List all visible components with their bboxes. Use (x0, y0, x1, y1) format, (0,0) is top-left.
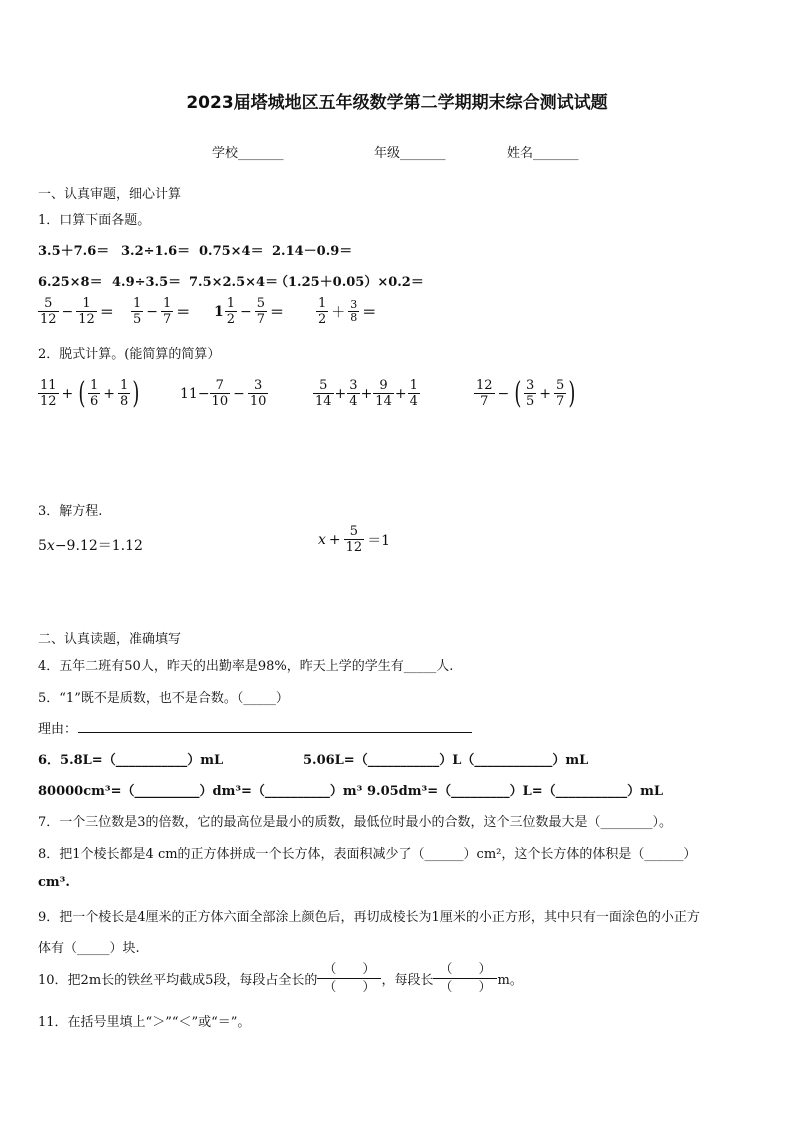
q5-reason-label: 理由： (38, 722, 78, 737)
q1-item: 7.5×2.5×4＝ (189, 275, 279, 290)
denominator: 2 (226, 312, 236, 327)
question-4: 4．五年二班有50人，昨天的出勤率是98%，昨天上学的学生有_____人. (38, 659, 454, 674)
q1-fraction-expr: $\frac{5}{12}$ − $\frac{1}{12}$ ＝ (40, 296, 114, 327)
q2-expression-4: $\frac{12}{7}$ − ( $\frac{3}{5}$ + $\frac{5}{7}$ ) (476, 375, 576, 411)
denominator: 7 (163, 312, 172, 327)
q1-fraction-expr: $\frac{1}{2}$ ＋ $\frac{3}{8}$ ＝ (318, 296, 377, 327)
question-8-line2: cm³. (38, 875, 70, 890)
numerator: 5 (38, 296, 59, 312)
question-3-label: 3．解方程. (38, 504, 103, 519)
q1-item: 4.9÷3.5＝ (112, 275, 182, 290)
q1-fraction-expr: 1 $\frac{1}{2}$ − $\frac{5}{7}$ ＝ (214, 296, 285, 327)
q5-reason-line[interactable] (78, 732, 472, 733)
q1-item: 0.75×4＝ (199, 244, 264, 259)
section-heading-1: 一、认真审题，细心计算 (38, 187, 182, 202)
q1-item: 3.5＋7.6＝ (38, 244, 110, 259)
question-6d: 9.05dm³=（_________）L=（___________）mL (367, 784, 664, 799)
question-1-label: 1．口算下面各题。 (38, 213, 151, 228)
name-field[interactable]: 姓名_______ (507, 146, 579, 161)
denominator: 12 (78, 312, 95, 327)
question-5: 5．“1”既不是质数，也不是合数。（_____） (38, 691, 289, 706)
question-8-line1: 8．把1个棱长都是4 cm的正方体拼成一个长方体，表面积减少了（______）cm²，这个长方体的体积是（______） (38, 847, 697, 862)
question-6c: 80000cm³=（__________）dm³=（__________）m³ (38, 784, 363, 799)
question-6b: 5.06L=（___________）L（____________）mL (303, 753, 589, 768)
numerator: 1 (226, 296, 236, 311)
question-9-line1: 9．把一个棱长是4厘米的正方体六面全部涂上颜色后，再切成棱长为1厘米的小正方形，其中只有一面涂色的小正方 (38, 910, 700, 925)
denominator: 8 (350, 311, 358, 324)
question-11: 11．在括号里填上“＞”“＜”或“＝”。 (38, 1015, 251, 1030)
school-field[interactable]: 学校_______ (212, 146, 284, 161)
denominator: 5 (133, 312, 142, 327)
q1-item: 6.25×8＝ (38, 275, 103, 290)
numerator: 3 (350, 298, 358, 311)
question-2-label: 2．脱式计算。(能简算的简算） (38, 347, 221, 362)
numerator: 1 (76, 296, 97, 312)
denominator: 12 (40, 312, 57, 327)
denominator: 2 (318, 312, 327, 327)
question-7: 7．一个三位数是3的倍数，它的最高位是最小的质数，最低位时最小的合数，这个三位数最大是（________）。 (38, 815, 673, 830)
grade-field[interactable]: 年级_______ (374, 146, 446, 161)
q2-expression-1: $\frac{11}{12}$ + ( $\frac{1}{6}$ + $\frac{1}{8}$ ) (40, 375, 140, 411)
q1-item: 2.14－0.9＝ (272, 244, 353, 259)
section-heading-2: 二、认真读题，准确填写 (38, 632, 182, 647)
denominator: 7 (256, 312, 266, 327)
numerator: 1 (163, 296, 172, 311)
q1-item: 3.2÷1.6＝ (121, 244, 191, 259)
question-6a: 6．5.8L=（___________）mL (38, 753, 224, 768)
q1-item: （1.25＋0.05）×0.2＝ (275, 275, 424, 290)
q1-fraction-expr: $\frac{1}{5}$ − $\frac{1}{7}$ ＝ (133, 296, 191, 327)
question-10: 10．把2m长的铁丝平均截成5段，每段占全长的 （ ） （ ） ，每段长 （ ） （ ） m。 (38, 962, 523, 995)
q2-expression-3: $\frac{5}{14}$ + $\frac{3}{4}$ + $\frac{9}{14}$ + $\frac{1}{4}$ (315, 378, 418, 409)
q10-fraction-blank-2[interactable]: （ ） （ ） (433, 961, 497, 996)
question-9-line2: 体有（_____）块. (38, 941, 140, 956)
page-title: 2023届塔城地区五年级数学第二学期期末综合测试试题 (186, 93, 608, 113)
q3-equation-1: 5x−9.12＝1.12 (38, 538, 143, 554)
numerator: 1 (318, 296, 327, 311)
q2-expression-2: 11− $\frac{7}{10}$ − $\frac{3}{10}$ (180, 378, 267, 409)
q3-equation-2: x + $\frac{5}{12}$ ＝1 (318, 524, 391, 555)
q10-fraction-blank-1[interactable]: （ ） （ ） (317, 961, 381, 996)
numerator: 1 (133, 296, 142, 311)
numerator: 5 (256, 296, 266, 311)
